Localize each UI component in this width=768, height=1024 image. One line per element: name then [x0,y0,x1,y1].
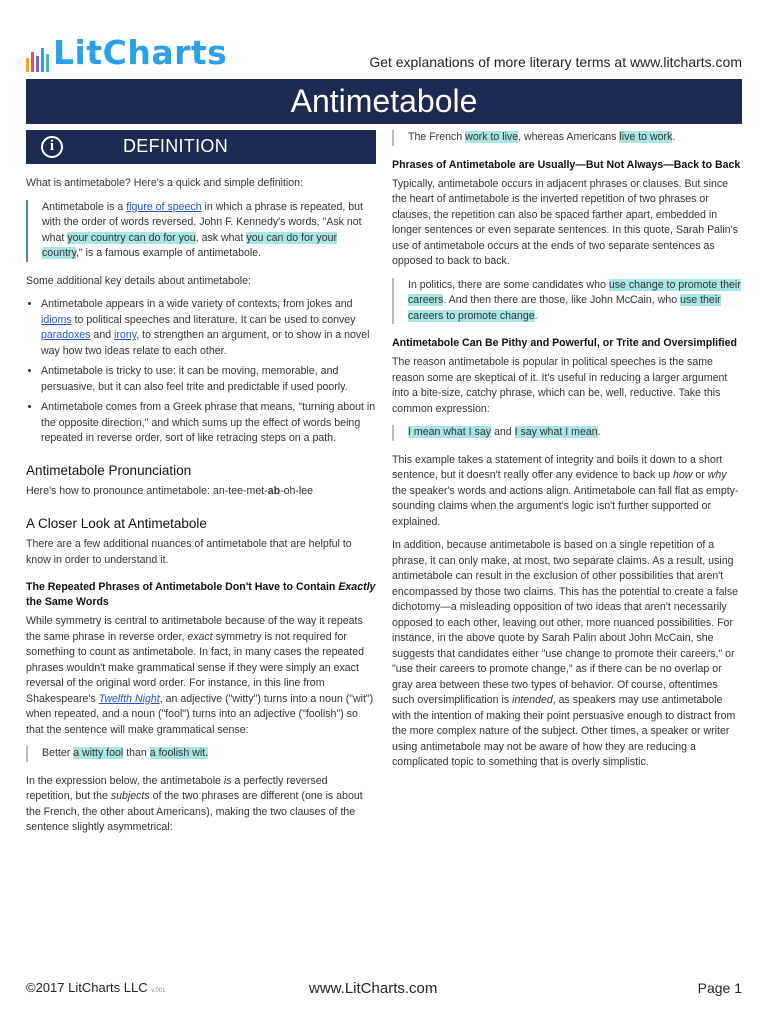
highlight: a foolish wit. [149,747,209,759]
subheading-exact-words: The Repeated Phrases of Antimetabole Don't Have to Contain Exactly the Same Words [26,581,376,608]
adjacent-paragraph: Typically, antimetabole occurs in adjacent phrases or clauses. But since the heart of antimetabole is the inverted repetition of two phrases or clauses, the repetition can also be spaced farther apart, embedded in longer sentences or even separate sentences. In this quote, Sarah Palin's use of antimetabole occurs at the ends of two separate sentences as opposed to back to back. [392,177,738,267]
left-column [26,130,376,844]
details-list [26,297,376,447]
highlight: your country can do for you [67,231,196,244]
subheading-back-to-back: Phrases of Antimetabole are Usually—But Not Always—Back to Back [392,158,741,171]
highlight: use their careers to promote change [408,294,721,322]
irony-link[interactable]: irony [114,329,137,341]
list-item: • Antimetabole appears in a wide variety of contexts, from jokes and idioms to political speeches and literature. It can be used to convey paradoxes and irony, to strengthen an argument, or to show in a novel way how two ideas relate to each other. [41,297,376,359]
footer-site-link[interactable]: www.LitCharts.com [309,980,438,997]
political-paragraph: The reason antimetabole is popular in political speeches is the same reason some are skeptical of it. It's useful in reducing a larger argument into a bite-size, catchy phrase, which can be, well, reductive. Take this common expression: [392,356,728,415]
details-intro: Some additional key details about antimetabole: [26,274,251,287]
page-title: Antimetabole [26,79,742,124]
palin-quote: In politics, there are some candidates who use change to promote their careers. And then there are those, like John McCain, who use their careers to promote change. [392,278,742,325]
highlight: work to live [465,131,519,143]
info-icon: i [41,136,63,158]
paradoxes-link[interactable]: paradoxes [41,329,91,341]
figure-of-speech-link[interactable]: figure of speech [126,200,202,213]
logo-bars-icon [26,42,49,72]
definition-intro: What is antimetabole? Here's a quick and simple definition: [26,177,304,189]
litcharts-logo[interactable] [26,34,227,72]
definition-quote: Antimetabole is a figure of speech in which a phrase is repeated, but with the order of words reversed. John F. Kennedy's words, "Ask not what your country can do for you, ask what you can do for your country," is a famous example of antimetabole. [26,200,376,262]
closer-look-heading: A Closer Look at Antimetabole [26,515,207,531]
highlight: I mean what I say [408,426,492,438]
tagline: Get explanations of more literary terms at www.litcharts.com [369,54,742,70]
highlight: I say what I mean [514,426,598,438]
mean-what-i-say-quote: I mean what I say and I say what I mean. [392,425,742,441]
witty-fool-quote: Better a witty fool than a foolish wit. [26,746,376,762]
idioms-link[interactable]: idioms [41,313,72,326]
symmetry-paragraph: While symmetry is central to antimetabole because of the way it repeats the same phrase in reverse order, exact symmetry is not required for something to count as antimetabole. In fact, in many cases the repeated phrases wouldn't make grammatical sense if they were simply an exact reversal of the original word order. For instance, in this line from Shakespeare's Twelfth Night, an adjective ("witty") turns into a noun ("wit") when repeated, and a noun ("fool") turns into an adjective ("foolish") so that the sentence will make grammatical sense: [26,615,374,736]
list-item: • Antimetabole is tricky to use: it can be moving, memorable, and persuasive, but it can also feel trite and predictable if used poorly. [41,364,376,395]
subheading-pithy: Antimetabole Can Be Pithy and Powerful, or Trite and Oversimplified [392,337,737,349]
definition-heading: DEFINITION [123,136,228,157]
highlight: use change to promote their careers [408,278,741,306]
logo-text: LitCharts [53,33,228,72]
definition-header [26,130,376,164]
closer-intro: There are a few additional nuances of antimetabole that are helpful to know in order to understand it. [26,538,352,566]
subjects-paragraph: In the expression below, the antimetabole is a perfectly reversed repetition, but the subjects of the two phrases are different (one is about the French, the other about Americans), making the two clauses of the sentence slightly asymmetrical: [26,774,363,833]
footer-page-number: Page 1 [697,980,742,996]
highlight: you can do for your country [42,231,338,259]
right-column [392,130,742,779]
highlight: live to work [619,131,673,143]
dichotomy-paragraph: In addition, because antimetabole is based on a single repetition of a phrase, it can only make, at most, two separate claims. As a result, using antimetabole can result in the exclusion of other possibilities that aren't encompassed by those two claims. This has the potential to create a false dichotomy—a misleading opposition of two ideas that aren't necessarily opposed to each other, leaving out other, more nuanced possibilities. For instance, in the above quote by Sarah Palin about John McCain, she suggests that candidates either "use change to promote their careers," or "use their careers to promote change," as if there can be no overlap or gray area between these two types of behavior. Of course, oftentimes such oversimplification is intended, as speakers may use antimetabole with the intention of making their point persuasive enough to distract from the more complex nature of the subject. Other times, a speaker or writer using antimetabole may not be aware of how they are reducing a complicated topic to something that is overly simplistic. [392,539,739,768]
integrity-paragraph: This example takes a statement of integrity and boils it down to a short sentence, but it doesn't really offer any evidence to back up how or why the speaker's words and actions align. Antimetabole can fall flat as empty-sounding claims when the argument's logic isn't further supported or explained. [392,453,739,528]
pronunciation-heading: Antimetabole Pronunciation [26,462,192,478]
french-quote: The French work to live, whereas Americans live to work. [392,130,742,146]
footer-copyright: ©2017 LitCharts LLC v.001 [26,980,166,995]
list-item: • Antimetabole comes from a Greek phrase that means, "turning about in the opposite direction," and which sums up the effect of words being repeated in reverse order, sort of like retracing steps on a path. [41,400,376,447]
highlight: a witty fool [73,747,124,759]
pronunciation-text: Here's how to pronounce antimetabole: an-tee-met-ab-oh-lee [26,485,314,497]
twelfth-night-link[interactable]: Twelfth Night [98,692,160,705]
